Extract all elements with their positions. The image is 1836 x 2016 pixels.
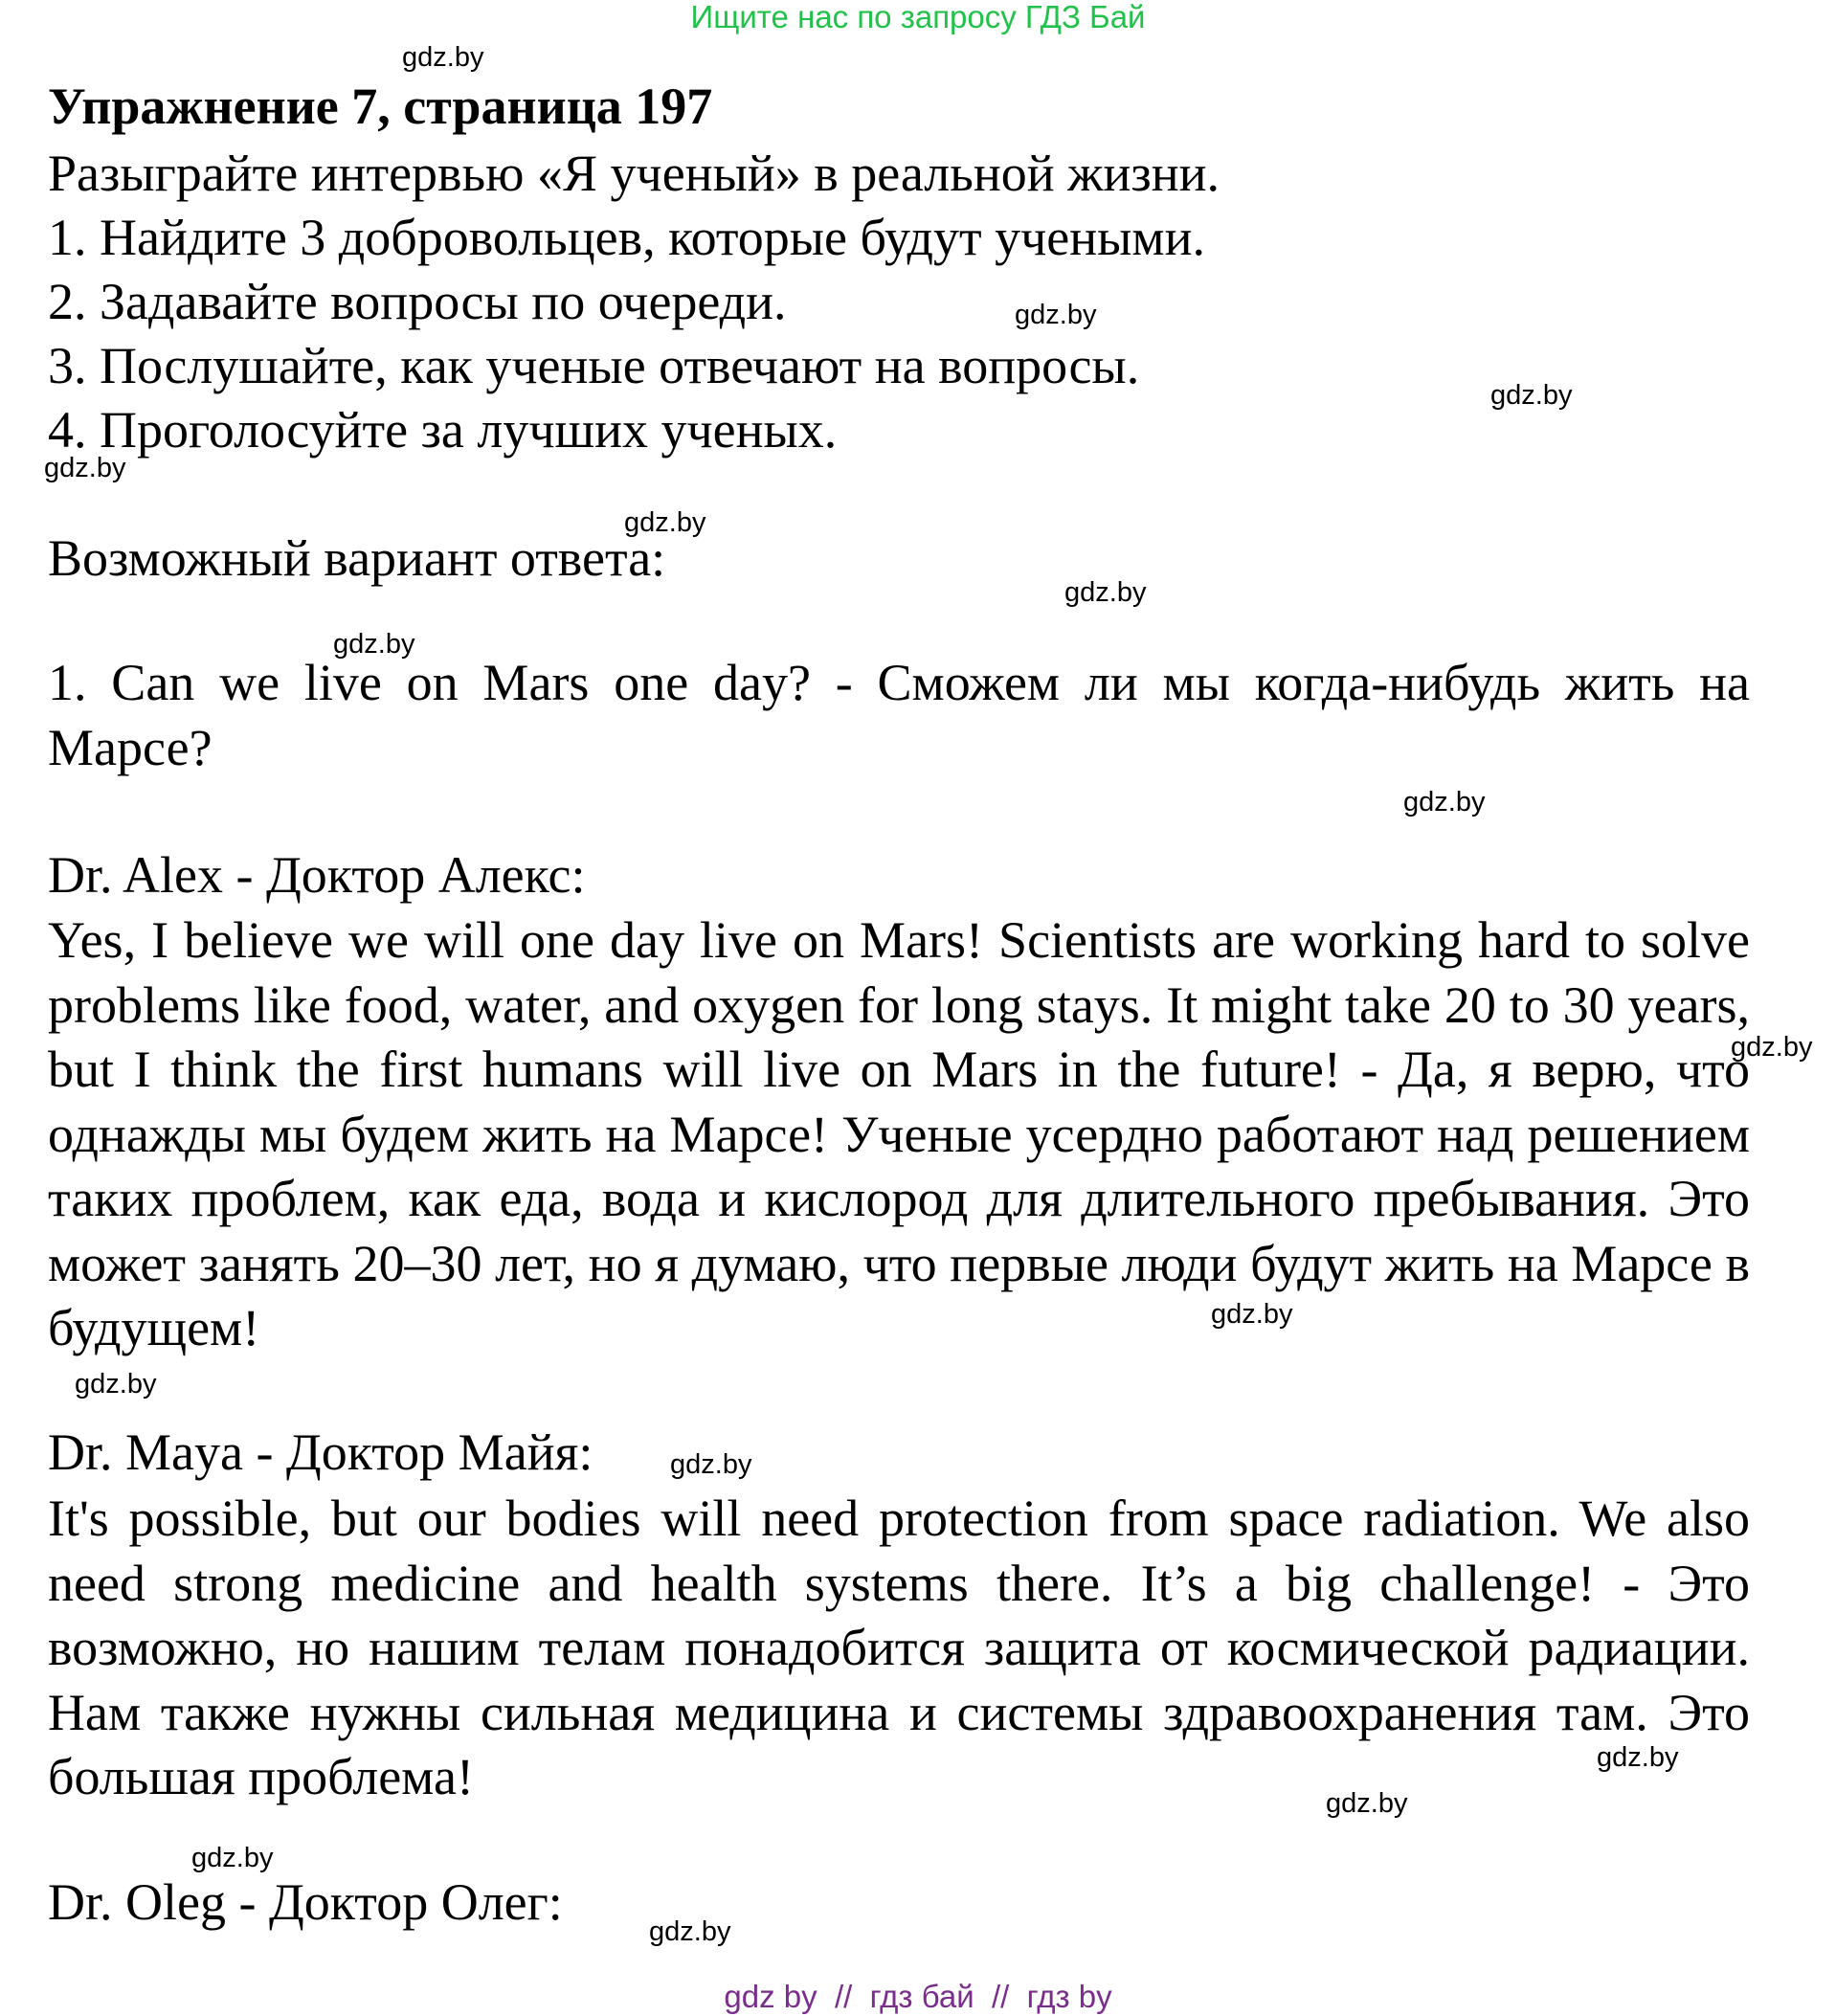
top-banner: Ищите нас по запросу ГДЗ Бай <box>690 0 1146 34</box>
watermark: gdz.by <box>44 453 126 483</box>
task-step-4: 4. Проголосуйте за лучших ученых. <box>48 401 838 459</box>
speaker-alex: Dr. Alex - Доктор Алекс: <box>48 846 586 904</box>
watermark: gdz.by <box>1403 787 1486 818</box>
watermark: gdz.by <box>1326 1788 1408 1819</box>
question-1: 1. Can we live on Mars one day? - Сможем ли мы когда-нибудь жить на Марсе? <box>48 654 1750 776</box>
task-step-1: 1. Найдите 3 добровольцев, которые будут учеными. <box>48 209 1205 266</box>
watermark: gdz.by <box>402 42 484 73</box>
watermark: gdz.by <box>1490 380 1573 411</box>
watermark: gdz.by <box>75 1369 157 1400</box>
task-step-3: 3. Послушайте, как ученые отвечают на вопросы. <box>48 337 1140 394</box>
response-maya: It's possible, but our bodies will need protection from space radiation. We also need strong medicine and health systems there. It’s a big challenge! - Это возможно, но нашим телам понадобится защита от космической радиации. Нам также нужны сильная медицина и системы здравоохранения там. Это большая проблема! <box>48 1490 1750 1805</box>
watermark: gdz.by <box>624 507 706 538</box>
speaker-maya: Dr. Maya - Доктор Майя: <box>48 1423 593 1481</box>
watermark: gdz.by <box>1731 1032 1813 1063</box>
footer-links: gdz by // гдз бай // гдз by <box>724 1979 1112 2014</box>
exercise-title: Упражнение 7, страница 197 <box>48 78 713 135</box>
watermark: gdz.by <box>191 1843 274 1873</box>
watermark: gdz.by <box>1211 1299 1293 1330</box>
watermark: gdz.by <box>333 629 415 660</box>
answer-label: Возможный вариант ответа: <box>48 529 666 587</box>
watermark: gdz.by <box>649 1916 731 1947</box>
speaker-oleg: Dr. Oleg - Доктор Олег: <box>48 1873 563 1931</box>
watermark: gdz.by <box>1015 300 1097 330</box>
watermark: gdz.by <box>1064 577 1147 608</box>
response-alex: Yes, I believe we will one day live on Mars! Scientists are working hard to solve problems like food, water, and oxygen for long stays. It might take 20 to 30 years, but I think the first humans will live on Mars in the future! - Да, я верю, что однажды мы будем жить на Марсе! Ученые усердно работают над решением таких проблем, как еда, вода и кислород для длительного пребывания. Это может занять 20–30 лет, но я думаю, что первые люди будут жить на Марсе в будущем! <box>48 911 1750 1356</box>
watermark: gdz.by <box>670 1449 752 1480</box>
task-intro: Разыграйте интервью «Я ученый» в реальной жизни. <box>48 145 1220 202</box>
watermark: gdz.by <box>1597 1742 1679 1773</box>
task-step-2: 2. Задавайте вопросы по очереди. <box>48 273 787 330</box>
